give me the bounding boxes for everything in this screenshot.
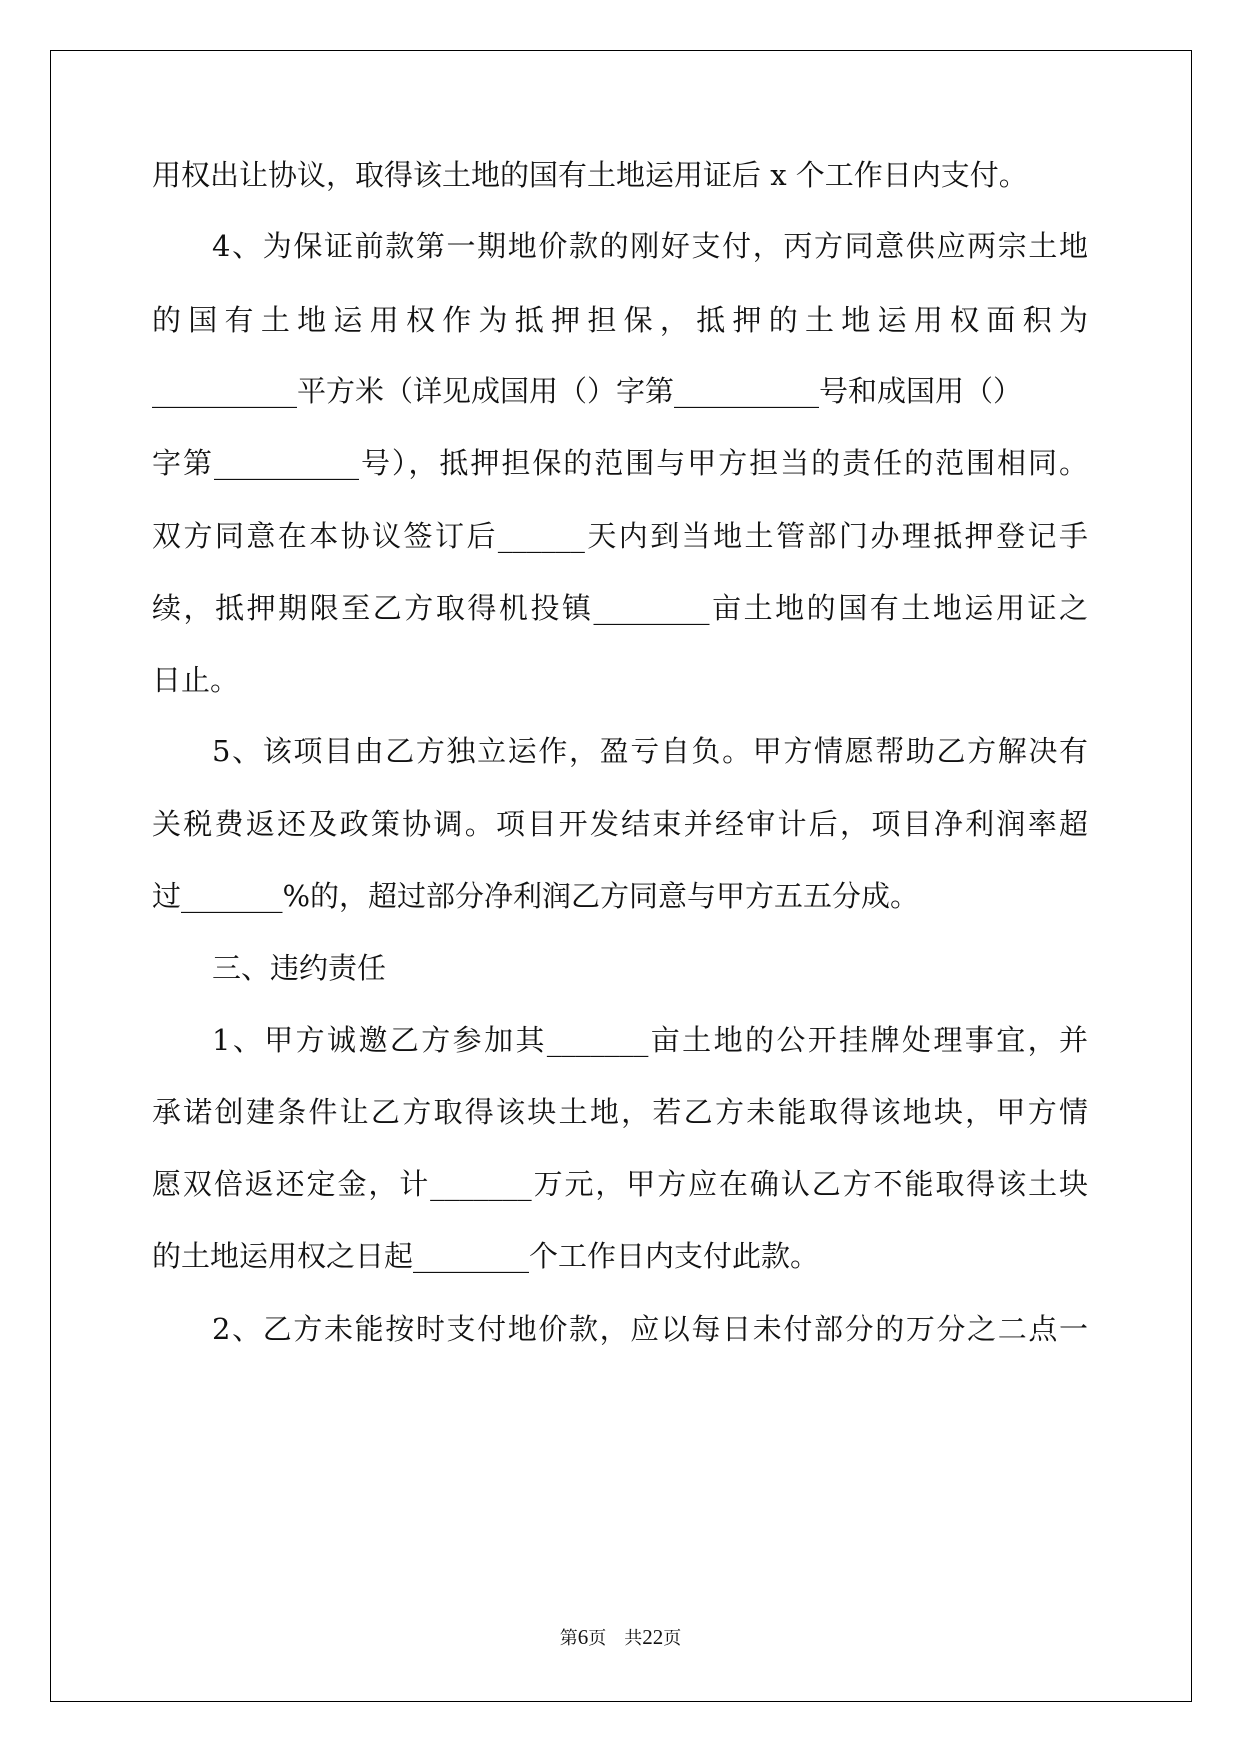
- text-line: 1、甲方诚邀乙方参加其_______亩土地的公开挂牌处理事宜，并: [212, 1023, 1088, 1057]
- text-line: 用权出让协议，取得该土地的国有土地运用证后 x 个工作日内支付。: [152, 158, 1028, 192]
- text-line: 愿双倍返还定金，计_______万元，甲方应在确认乙方不能取得该土块: [152, 1167, 1088, 1201]
- text-line: __________平方米（详见成国用（）字第__________号和成国用（）: [152, 374, 1023, 408]
- total-prefix: 共: [624, 1628, 643, 1649]
- text-line: 5、该项目由乙方独立运作，盈亏自负。甲方情愿帮助乙方解决有: [212, 734, 1088, 768]
- page-suffix: 页: [588, 1628, 607, 1649]
- text-line: 字第__________号），抵押担保的范围与甲方担当的责任的范围相同。: [152, 446, 1088, 480]
- text-line: 承诺创建条件让乙方取得该块土地，若乙方未能取得该地块，甲方情: [152, 1095, 1088, 1129]
- total-suffix: 页: [663, 1628, 682, 1649]
- text-line: 关税费返还及政策协调。项目开发结束并经审计后，项目净利润率超: [152, 807, 1088, 841]
- page-prefix: 第: [559, 1628, 578, 1649]
- text-line: 2、乙方未能按时支付地价款，应以每日未付部分的万分之二点一: [212, 1312, 1088, 1346]
- text-line: 4、为保证前款第一期地价款的刚好支付，丙方同意供应两宗土地: [212, 229, 1088, 263]
- text-line: 的土地运用权之日起________个工作日内支付此款。: [152, 1239, 820, 1273]
- text-line: 的国有土地运用权作为抵押担保，抵押的土地运用权面积为: [152, 303, 1088, 337]
- page-number: 6: [577, 1625, 589, 1649]
- text-line: 双方同意在本协议签订后______天内到当地土管部门办理抵押登记手: [152, 519, 1088, 553]
- text-line: 过_______%的，超过部分净利润乙方同意与甲方五五分成。: [152, 879, 920, 913]
- total-pages: 22: [642, 1625, 664, 1649]
- text-line: 续，抵押期限至乙方取得机投镇________亩土地的国有土地运用证之: [152, 591, 1088, 625]
- page-footer: [0, 1624, 1241, 1650]
- section-heading: 三、违约责任: [212, 951, 387, 985]
- text-line: 日止。: [152, 663, 240, 697]
